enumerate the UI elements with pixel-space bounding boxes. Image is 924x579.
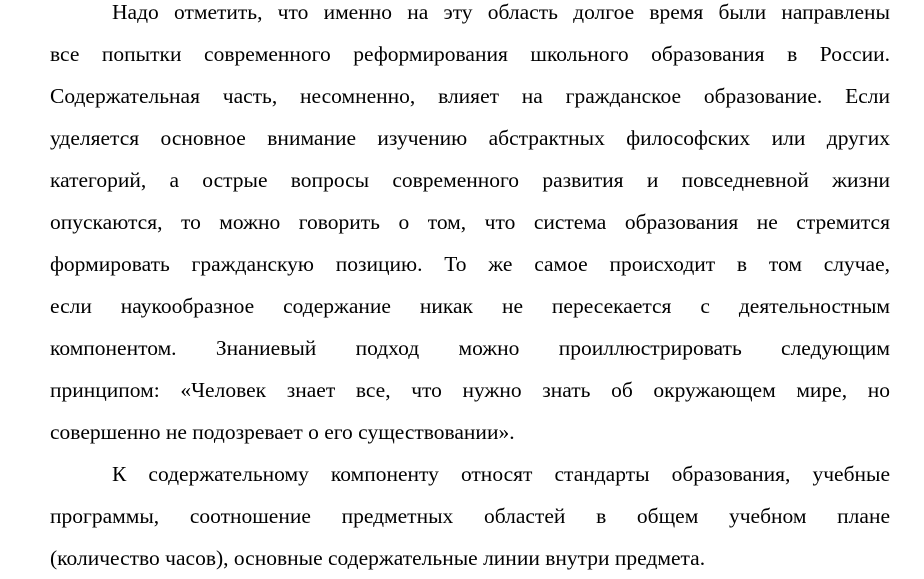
paragraph-1-line-4: уделяется основное внимание изучению абстрактных философских или других bbox=[50, 126, 890, 150]
paragraph-1-line-10: принципом: «Человек знает все, что нужно знать об окружающем мире, но bbox=[50, 378, 890, 402]
paragraph-2-line-1: К содержательному компоненту относят стандарты образования, учебные bbox=[112, 462, 890, 486]
paragraph-1-line-9: компонентом. Знаниевый подход можно проиллюстрировать следующим bbox=[50, 336, 890, 360]
paragraph-1-line-2: все попытки современного реформирования школьного образования в России. bbox=[50, 42, 890, 66]
paragraph-1-line-11: совершенно не подозревает о его существовании». bbox=[50, 420, 515, 444]
paragraph-1-line-6: опускаются, то можно говорить о том, что система образования не стремится bbox=[50, 210, 890, 234]
paragraph-1-line-7: формировать гражданскую позицию. То же самое происходит в том случае, bbox=[50, 252, 890, 276]
paragraph-2-line-2: программы, соотношение предметных областей в общем учебном плане bbox=[50, 504, 890, 528]
paragraph-2-line-3: (количество часов), основные содержательные линии внутри предмета. bbox=[50, 546, 706, 570]
paragraph-1-line-5: категорий, а острые вопросы современного развития и повседневной жизни bbox=[50, 168, 890, 192]
paragraph-1-line-1: Надо отметить, что именно на эту область долгое время были направлены bbox=[112, 0, 890, 24]
paragraph-1-line-3: Содержательная часть, несомненно, влияет на гражданское образование. Если bbox=[50, 84, 890, 108]
paragraph-1-line-8: если наукообразное содержание никак не пересекается с деятельностным bbox=[50, 294, 890, 318]
